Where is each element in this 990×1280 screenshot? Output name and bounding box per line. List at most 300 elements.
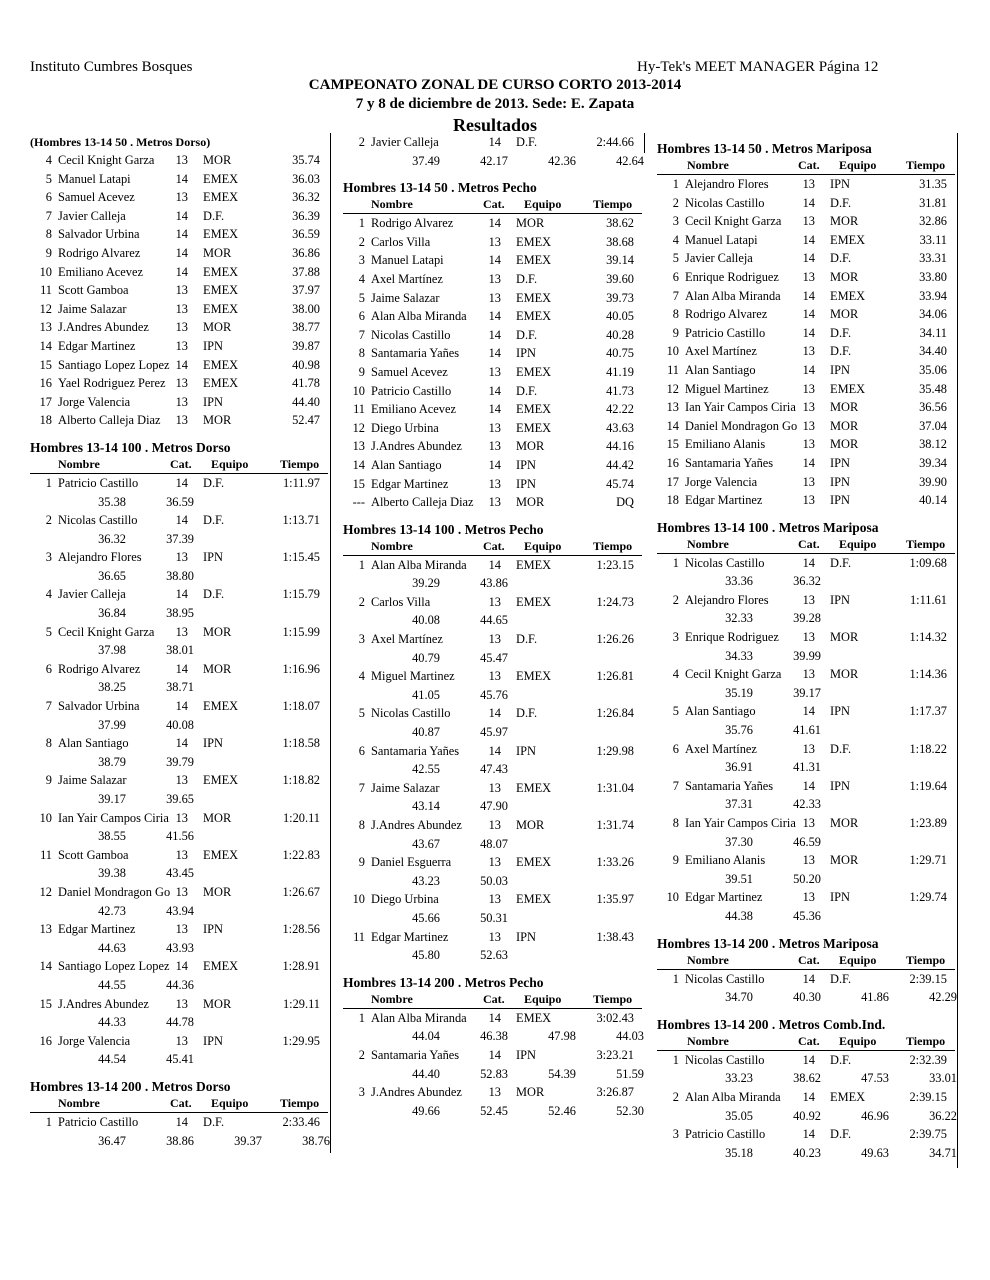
swimmer-name: Patricio Castillo — [371, 383, 452, 398]
place: 15 — [666, 437, 679, 452]
col-header-cat: Cat. — [170, 1095, 192, 1110]
age: 13 — [802, 890, 815, 905]
place: 9 — [45, 245, 52, 260]
place: 17 — [666, 474, 679, 489]
swimmer-name: Scott Gamboa — [58, 283, 129, 298]
age: 14 — [488, 402, 501, 417]
place: 16 — [666, 455, 679, 470]
place: 10 — [352, 383, 365, 398]
age: 13 — [488, 290, 501, 305]
place: 6 — [358, 309, 365, 324]
age: 14 — [175, 513, 188, 528]
split-1: 35.18 — [725, 1145, 753, 1160]
swimmer-name: Nicolas Castillo — [685, 971, 765, 986]
team: EMEX — [516, 402, 552, 417]
swimmer-name: Santamaria Yañes — [371, 346, 460, 361]
swimmer-name: Scott Gamboa — [58, 847, 129, 862]
place: 11 — [353, 402, 365, 417]
age: 13 — [802, 630, 815, 645]
team: MOR — [830, 400, 859, 415]
results-list — [30, 1113, 328, 1150]
final-time: 31.81 — [919, 195, 947, 210]
table-row — [30, 697, 328, 716]
split-1: 40.87 — [412, 725, 440, 740]
col-header-equipo: Equipo — [839, 1033, 877, 1048]
team: IPN — [830, 455, 850, 470]
age: 14 — [488, 1047, 501, 1062]
team: MOR — [830, 214, 859, 229]
place: 2 — [672, 1089, 679, 1104]
split-1: 36.91 — [725, 760, 753, 775]
table-row — [343, 742, 642, 761]
place: 11 — [667, 362, 679, 377]
split-2: 42.17 — [480, 153, 508, 168]
place: 5 — [672, 251, 679, 266]
split-3: 46.96 — [861, 1108, 889, 1123]
table-row — [30, 281, 328, 300]
results-list — [343, 556, 642, 965]
swimmer-name: Santamaria Yañes — [371, 743, 460, 758]
event-title: Hombres 13-14 50 . Metros Pecho — [343, 180, 537, 196]
team: EMEX — [516, 290, 552, 305]
final-time: 2:39.75 — [909, 1127, 947, 1142]
table-row — [343, 363, 642, 382]
age: 13 — [488, 669, 501, 684]
table-row — [657, 888, 955, 907]
table-row — [657, 702, 955, 721]
final-time: 36.32 — [292, 190, 320, 205]
final-time: 35.74 — [292, 153, 320, 167]
team: EMEX — [203, 959, 239, 974]
table-row — [343, 704, 642, 723]
swimmer-name: Ian Yair Campos Ciria — [58, 810, 169, 825]
swimmer-name: Javier Calleja — [58, 587, 126, 602]
table-header — [30, 457, 328, 474]
final-time: 36.03 — [292, 171, 320, 186]
split-times — [657, 870, 955, 889]
place: 15 — [39, 357, 52, 372]
age: 13 — [488, 439, 501, 454]
team: MOR — [516, 216, 545, 231]
table-row — [343, 289, 642, 308]
team: D.F. — [516, 327, 538, 342]
split-2: 40.92 — [793, 1108, 821, 1123]
split-2: 50.03 — [480, 873, 508, 888]
team: MOR — [830, 307, 859, 322]
split-4: 44.03 — [616, 1029, 644, 1044]
table-row — [657, 249, 955, 268]
team: D.F. — [516, 135, 538, 149]
age: 13 — [802, 592, 815, 607]
split-times — [343, 686, 642, 705]
final-time: 40.14 — [919, 493, 947, 508]
split-2: 39.99 — [793, 648, 821, 663]
split-times — [343, 723, 642, 742]
swimmer-name: Edgar Martinez — [58, 922, 136, 937]
team: EMEX — [203, 357, 239, 372]
split-2: 44.36 — [166, 977, 194, 992]
team: IPN — [203, 550, 223, 565]
table-row — [30, 957, 328, 976]
swimmer-name: Jaime Salazar — [371, 290, 440, 305]
place: 4 — [45, 587, 52, 602]
final-time: 1:26.84 — [596, 706, 634, 721]
split-times — [343, 946, 642, 965]
place: 4 — [358, 271, 365, 286]
swimmer-name: Samuel Acevez — [371, 364, 448, 379]
split-3: 41.86 — [861, 990, 889, 1005]
swimmer-name: Enrique Rodriguez — [685, 630, 779, 645]
age: 13 — [488, 495, 501, 510]
team: MOR — [830, 667, 859, 682]
final-time: 34.11 — [919, 325, 947, 340]
final-time: 1:22.83 — [282, 847, 320, 862]
table-header — [657, 537, 955, 554]
event-title: Hombres 13-14 100 . Metros Pecho — [343, 521, 544, 537]
team: EMEX — [516, 420, 552, 435]
table-row — [30, 734, 328, 753]
split-4: 34.71 — [929, 1145, 957, 1160]
place: 2 — [672, 195, 679, 210]
split-2: 39.65 — [166, 792, 194, 806]
swimmer-name: Ian Yair Campos Ciria — [685, 400, 796, 415]
swimmer-name: Alan Alba Miranda — [371, 557, 467, 572]
split-1: 37.49 — [412, 153, 440, 168]
swimmer-name: Salvador Urbina — [58, 227, 140, 242]
age: 14 — [488, 346, 501, 361]
table-header — [657, 158, 955, 175]
table-row — [657, 212, 955, 231]
age: 13 — [802, 493, 815, 508]
age: 14 — [488, 706, 501, 721]
swimmer-name: Axel Martínez — [371, 632, 443, 647]
final-time: 40.05 — [606, 309, 634, 324]
place: 10 — [39, 264, 52, 279]
place: 9 — [358, 855, 365, 870]
age: 14 — [488, 1010, 501, 1025]
final-time: 33.94 — [919, 288, 947, 303]
team: D.F. — [830, 555, 852, 570]
swimmer-name: Jaime Salazar — [58, 773, 127, 788]
final-time: 2:32.39 — [909, 1052, 947, 1067]
col-header-cat: Cat. — [798, 1033, 820, 1048]
final-time: 43.63 — [606, 420, 634, 435]
table-header — [657, 953, 955, 970]
split-1: 35.05 — [725, 1108, 753, 1123]
team: MOR — [203, 996, 232, 1011]
event-title: Hombres 13-14 50 . Metros Mariposa — [657, 141, 872, 156]
age: 13 — [488, 476, 501, 491]
swimmer-name: Alan Santiago — [685, 362, 756, 377]
split-times — [343, 1027, 642, 1046]
swimmer-name: Cecil Knight Garza — [58, 153, 155, 167]
final-time: 35.48 — [919, 381, 947, 396]
swimmer-name: Edgar Martinez — [685, 493, 763, 508]
split-times — [657, 609, 955, 628]
place: 8 — [672, 307, 679, 322]
team: D.F. — [203, 1114, 225, 1129]
table-row — [30, 337, 328, 356]
table-row — [657, 473, 955, 492]
split-times — [343, 909, 642, 928]
col-header-nombre: Nombre — [58, 1095, 100, 1110]
table-row — [343, 853, 642, 872]
swimmer-name: Javier Calleja — [58, 208, 126, 223]
place: 10 — [39, 810, 52, 825]
age: 13 — [175, 1033, 188, 1048]
place: 8 — [672, 816, 679, 830]
swimmer-name: Edgar Martinez — [371, 476, 449, 491]
swimmer-name: Alan Alba Miranda — [371, 1010, 467, 1025]
swimmer-name: Alan Alba Miranda — [371, 309, 467, 324]
split-times — [30, 678, 328, 697]
event-title: Hombres 13-14 200 . Metros Mariposa — [657, 935, 879, 951]
swimmer-name: Cecil Knight Garza — [685, 214, 782, 229]
team: IPN — [830, 592, 850, 607]
age: 13 — [802, 437, 815, 452]
event-title: Hombres 13-14 200 . Metros Dorso — [30, 1078, 231, 1094]
table-row — [30, 1113, 328, 1132]
age: 14 — [802, 1089, 815, 1104]
final-time: 1:26.26 — [596, 632, 634, 647]
col-header-tiempo: Tiempo — [280, 1095, 320, 1110]
age: 14 — [488, 327, 501, 342]
swimmer-name: Jaime Salazar — [371, 780, 440, 795]
table-row — [657, 454, 955, 473]
split-times — [657, 1069, 955, 1088]
final-time: 44.40 — [292, 394, 320, 409]
final-time: 1:29.11 — [282, 996, 320, 1011]
final-time: 1:15.45 — [282, 550, 320, 565]
table-row — [30, 411, 328, 430]
swimmer-name: Alan Alba Miranda — [685, 1089, 781, 1104]
table-row — [343, 382, 642, 401]
age: 13 — [175, 922, 188, 937]
split-2: 38.86 — [166, 1133, 194, 1148]
swimmer-name: Jorge Valencia — [685, 474, 758, 489]
place: 12 — [352, 420, 365, 435]
split-2: 42.33 — [793, 797, 821, 812]
split-3: 39.37 — [234, 1133, 262, 1148]
split-2: 43.93 — [166, 940, 194, 955]
table-row — [657, 194, 955, 213]
place: 4 — [672, 232, 679, 247]
swimmer-name: Daniel Mondragon Go — [58, 884, 171, 899]
swimmer-name: Carlos Villa — [371, 234, 431, 249]
split-2: 37.39 — [166, 531, 194, 546]
swimmer-name: Jorge Valencia — [58, 1033, 131, 1048]
split-times — [30, 530, 328, 549]
split-4: 33.01 — [929, 1071, 957, 1086]
swimmer-name: Nicolas Castillo — [685, 195, 765, 210]
table-row — [30, 883, 328, 902]
age: 13 — [488, 855, 501, 870]
split-2: 39.79 — [166, 754, 194, 769]
place: 3 — [672, 214, 679, 229]
table-row — [657, 231, 955, 250]
final-time: 3:26.87 — [596, 1085, 634, 1100]
place: 1 — [672, 1052, 679, 1067]
split-2: 38.80 — [166, 568, 194, 583]
swimmer-name: Edgar Martinez — [685, 890, 763, 905]
swimmer-name: Alberto Calleja Diaz — [371, 495, 474, 510]
split-2: 45.47 — [480, 650, 508, 665]
swimmer-name: Alan Santiago — [371, 457, 442, 472]
split-1: 32.33 — [725, 611, 753, 626]
age: 14 — [175, 475, 188, 490]
team: D.F. — [203, 587, 225, 602]
swimmer-name: Daniel Esguerra — [371, 855, 452, 870]
team: EMEX — [830, 288, 866, 303]
team: EMEX — [516, 855, 552, 870]
results-heading: Resultados — [452, 115, 537, 135]
split-2: 41.61 — [793, 723, 821, 738]
swimmer-name: Emiliano Alanis — [685, 853, 766, 868]
final-time: 1:14.36 — [909, 667, 947, 682]
age: 13 — [488, 234, 501, 249]
table-row — [657, 175, 955, 194]
place: 8 — [45, 736, 52, 751]
team: IPN — [830, 704, 850, 719]
age: 14 — [175, 227, 188, 242]
team: EMEX — [516, 780, 552, 795]
place: 13 — [39, 922, 52, 937]
final-time: 39.14 — [606, 253, 634, 268]
team: EMEX — [203, 264, 239, 279]
team: D.F. — [830, 195, 852, 210]
split-2: 43.94 — [166, 903, 194, 918]
age: 14 — [175, 587, 188, 602]
place: 3 — [358, 632, 365, 647]
place: 3 — [672, 1127, 679, 1142]
table-row — [657, 851, 955, 870]
place: 5 — [45, 624, 52, 639]
table-row — [30, 374, 328, 393]
final-time: 1:24.73 — [596, 594, 634, 609]
place: 7 — [45, 699, 52, 714]
age: 13 — [802, 381, 815, 396]
team: D.F. — [516, 271, 538, 286]
split-1: 40.08 — [412, 613, 440, 628]
team: MOR — [203, 153, 232, 167]
table-row — [30, 188, 328, 207]
results-list — [657, 1051, 955, 1163]
team: MOR — [830, 418, 859, 433]
place: 11 — [40, 847, 52, 862]
results-column-3 — [657, 140, 955, 1162]
split-3: 47.98 — [548, 1029, 576, 1044]
swimmer-name: Patricio Castillo — [58, 475, 139, 490]
team: IPN — [203, 1033, 223, 1048]
split-1: 39.29 — [412, 576, 440, 591]
final-time: 1:09.68 — [909, 555, 947, 570]
table-row — [657, 1051, 955, 1070]
age: 13 — [175, 283, 188, 298]
final-time: 37.88 — [292, 264, 320, 279]
table-row — [30, 207, 328, 226]
place: 1 — [358, 216, 365, 231]
split-times — [657, 988, 955, 1007]
table-row — [30, 225, 328, 244]
swimmer-name: Alberto Calleja Diaz — [58, 413, 161, 428]
age: 14 — [488, 383, 501, 398]
team: IPN — [516, 457, 536, 472]
swimmer-name: Jorge Valencia — [58, 394, 131, 409]
final-time: 1:18.07 — [282, 699, 320, 714]
col-header-nombre: Nombre — [687, 1033, 729, 1048]
table-row — [343, 437, 642, 456]
split-2: 50.31 — [480, 910, 508, 925]
table-row — [657, 287, 955, 306]
final-time: 33.31 — [919, 251, 947, 266]
team: D.F. — [203, 208, 225, 223]
col-header-equipo: Equipo — [524, 991, 562, 1006]
table-row — [343, 779, 642, 798]
split-times — [30, 902, 328, 921]
table-row — [30, 356, 328, 375]
split-times — [30, 1132, 328, 1151]
final-time: 1:29.74 — [909, 890, 947, 905]
age: 14 — [802, 555, 815, 570]
team: IPN — [516, 1047, 536, 1062]
age: 13 — [802, 741, 815, 756]
final-time: 44.16 — [606, 439, 634, 454]
table-header — [343, 992, 642, 1009]
col-header-equipo: Equipo — [211, 456, 249, 471]
age: 13 — [175, 338, 188, 353]
place: 9 — [358, 364, 365, 379]
table-row — [343, 475, 642, 494]
final-time: 34.40 — [919, 344, 947, 359]
final-time: 1:18.82 — [282, 773, 320, 788]
place: 2 — [358, 1047, 365, 1062]
split-4: 38.76 — [302, 1133, 330, 1148]
table-row — [657, 380, 955, 399]
table-row — [657, 814, 955, 833]
split-times — [657, 1144, 955, 1163]
table-row — [343, 593, 642, 612]
table-row — [343, 1009, 642, 1028]
age: 13 — [802, 269, 815, 284]
team: EMEX — [203, 190, 239, 205]
place: 6 — [45, 661, 52, 676]
final-time: 52.47 — [292, 413, 320, 428]
team: D.F. — [830, 741, 852, 756]
team: D.F. — [830, 251, 852, 266]
place: 7 — [672, 778, 679, 793]
table-row — [343, 251, 642, 270]
team: MOR — [830, 816, 859, 830]
age: 14 — [175, 208, 188, 223]
final-time: 36.59 — [292, 227, 320, 242]
team: MOR — [203, 413, 232, 428]
team: MOR — [203, 624, 232, 639]
table-row — [30, 548, 328, 567]
place: 14 — [352, 457, 365, 472]
team: MOR — [203, 245, 232, 260]
age: 14 — [488, 557, 501, 572]
swimmer-name: Rodrigo Alvarez — [685, 307, 768, 322]
team: EMEX — [203, 847, 239, 862]
split-1: 42.55 — [412, 762, 440, 777]
swimmer-name: Rodrigo Alvarez — [58, 245, 141, 260]
team: D.F. — [516, 383, 538, 398]
place: 15 — [352, 476, 365, 491]
place: 5 — [45, 171, 52, 186]
split-1: 44.04 — [412, 1029, 440, 1044]
table-row — [343, 133, 642, 152]
split-1: 36.84 — [98, 606, 126, 621]
